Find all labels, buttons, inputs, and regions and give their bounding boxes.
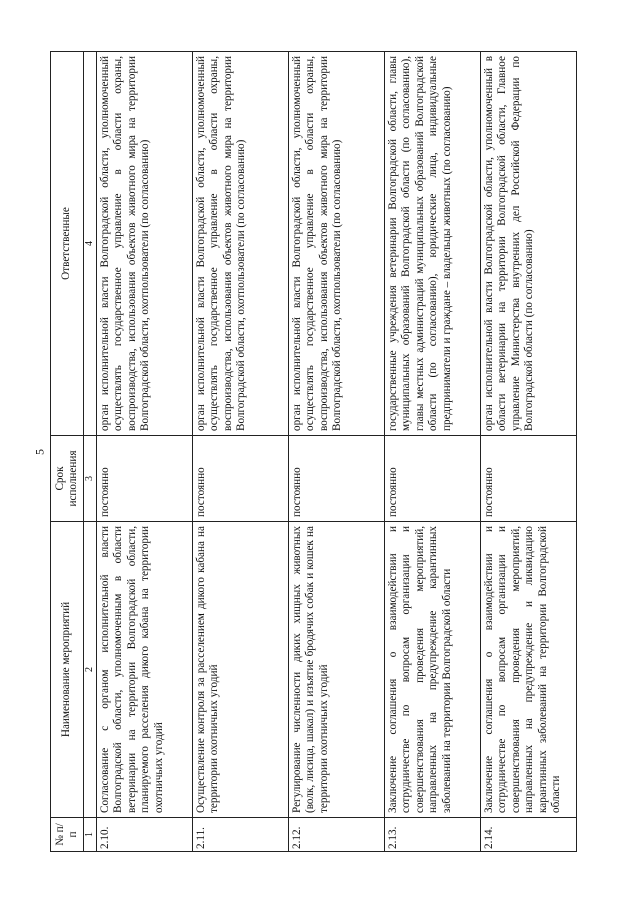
table-row xyxy=(193,52,289,852)
measure-responsible: орган исполнительной власти Волгоградской области, уполномоченный осуществлять государственное управление в области охраны, воспроизводства, использования объектов животного мира на территории Волгоградской области, охотпользователи (по согласованию) xyxy=(97,52,193,436)
rotated-table-sheet xyxy=(50,52,590,852)
measure-name: Регулирование численности диких хищных животных (волк, лисица, шакал) и изъятие бродячих собак и кошек на территории охотничьих угодий xyxy=(289,522,385,818)
table-row xyxy=(385,52,481,852)
measure-responsible: орган исполнительной власти Волгоградской области, уполномоченный в области ветеринарии на территории Волгоградской области, Главное управление Министерства внутренних дел Российской Федерации по Волгоградской области (по согласованию) xyxy=(481,52,577,436)
measure-responsible: орган исполнительной власти Волгоградской области, уполномоченный осуществлять государственное управление в области охраны, воспроизводства, использования объектов животного мира на территории Волгоградской области, охотпользователи (по согласованию) xyxy=(289,52,385,436)
measure-term: постоянно xyxy=(97,436,193,522)
row-number: 2.14. xyxy=(481,818,577,852)
row-number: 2.13. xyxy=(385,818,481,852)
table-row xyxy=(97,52,193,852)
measure-term: постоянно xyxy=(481,436,577,522)
measure-responsible: государственные учреждения ветеринарии Волгоградской области, главы муниципальных образований Волгоградской области (по согласованию), главы местных администраций муниципальных образований Волгоградской области (по согласованию), юридические лица, индивидуальные предприниматели и граждане – владельцы животных (по согласованию) xyxy=(385,52,481,436)
row-number: 2.10. xyxy=(97,818,193,852)
row-number: 2.12. xyxy=(289,818,385,852)
header-num: № п/п xyxy=(51,818,84,852)
measure-term: постоянно xyxy=(385,436,481,522)
page-number: 5 xyxy=(32,449,47,455)
column-number: 2 xyxy=(84,522,97,818)
measure-name: Согласование с органом исполнительной власти Волгоградской области, уполномоченным в области ветеринарии на территории Волгоградской области, планируемого расселения дикого кабана на территории охотничьих угодий xyxy=(97,522,193,818)
column-number: 4 xyxy=(84,52,97,436)
measure-term: постоянно xyxy=(289,436,385,522)
column-number: 3 xyxy=(84,436,97,522)
measure-name: Заключение соглашения о взаимодействии и сотрудничестве по вопросам организации и совершенствования проведения мероприятий, направленных на предупреждение и ликвидацию карантинных заболеваний на территории Волгоградской области xyxy=(481,522,577,818)
column-number-row xyxy=(84,52,97,852)
header-name: Наименование мероприятий xyxy=(51,522,84,818)
header-responsible: Ответственные xyxy=(51,52,84,436)
measure-name: Осуществление контроля за расселением дикого кабана на территории охотничьих угодий xyxy=(193,522,289,818)
measure-name: Заключение соглашения о взаимодействии и сотрудничестве по вопросам организации и совершенствования проведения мероприятий, направленных на предупреждение карантинных заболеваний на территории Волгоградской области xyxy=(385,522,481,818)
measure-term: постоянно xyxy=(193,436,289,522)
row-number: 2.11. xyxy=(193,818,289,852)
measures-table xyxy=(50,51,577,852)
table-row xyxy=(481,52,577,852)
header-term: Срок исполнения xyxy=(51,436,84,522)
measure-responsible: орган исполнительной власти Волгоградской области, уполномоченный осуществлять государственное управление в области охраны, воспроизводства, использования объектов животного мира на территории Волгоградской области, охотпользователи (по согласованию) xyxy=(193,52,289,436)
column-number: 1 xyxy=(84,818,97,852)
table-row xyxy=(289,52,385,852)
header-row xyxy=(51,52,84,852)
